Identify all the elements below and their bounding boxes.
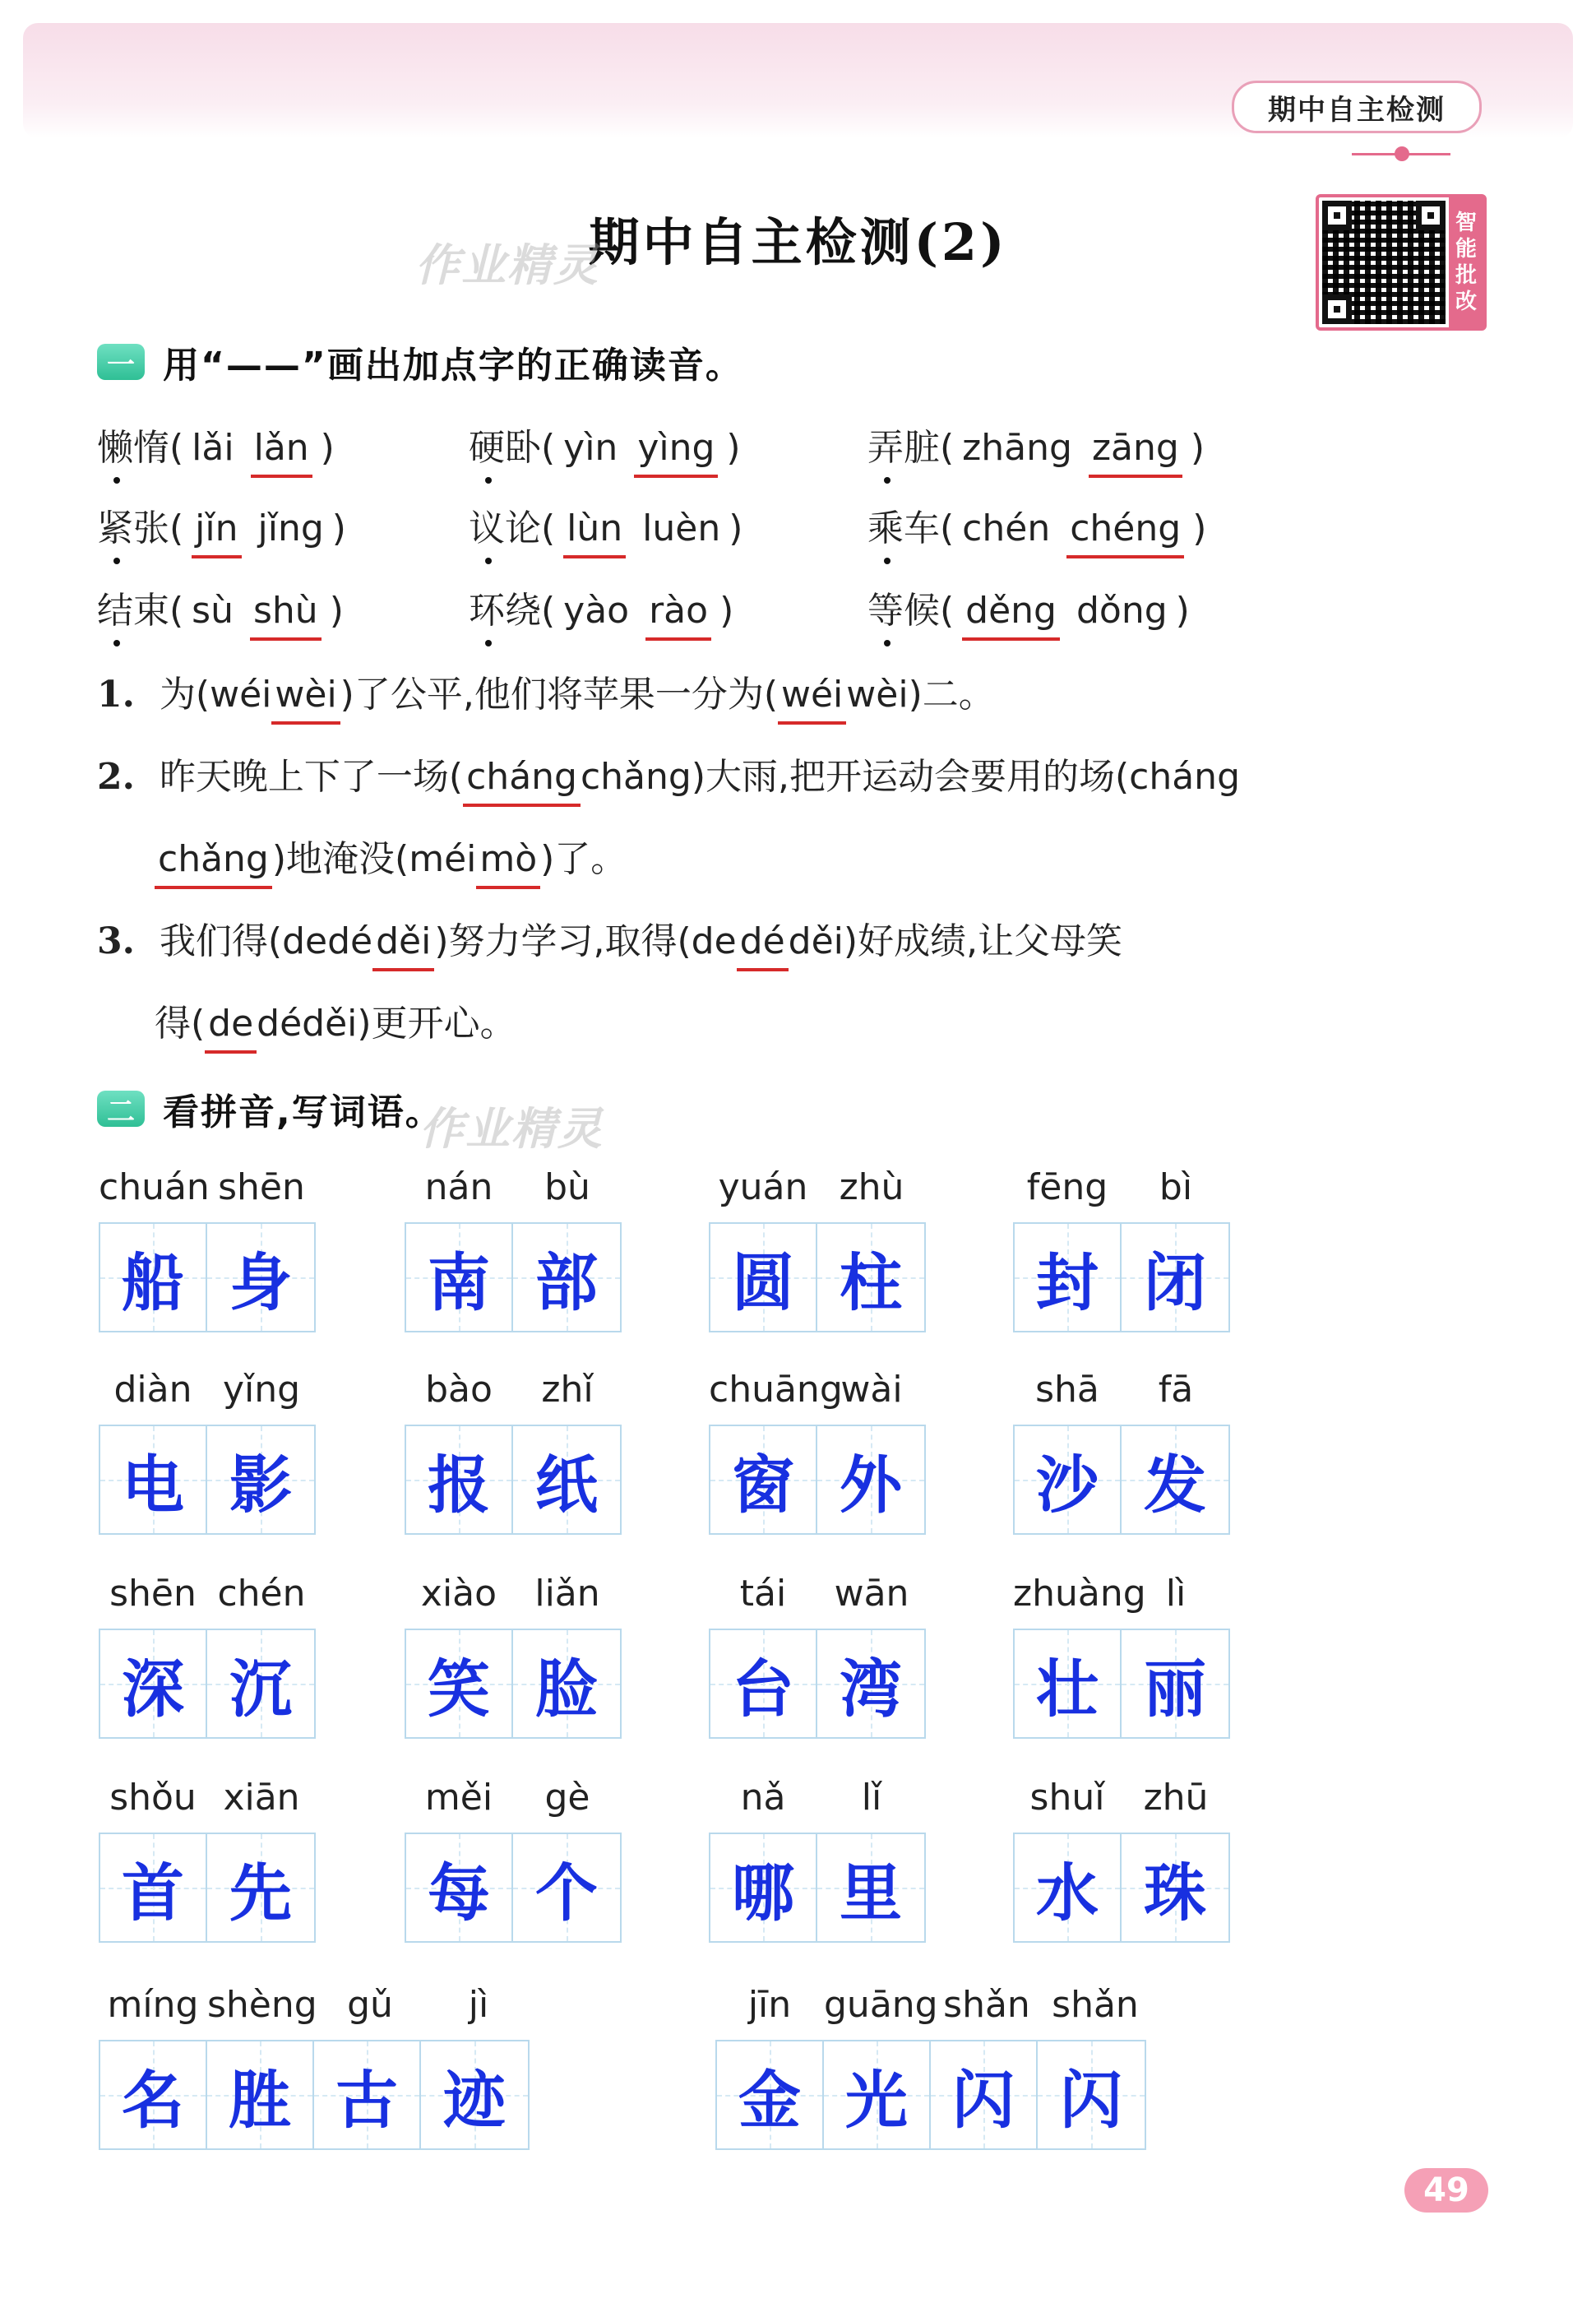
- pinyin: nán: [424, 1166, 493, 1208]
- pinyin: shǎn: [1052, 1984, 1139, 2026]
- writing-cell: [207, 2041, 314, 2148]
- pinyin: shēn: [109, 1573, 197, 1615]
- paren: ): [726, 427, 741, 469]
- pinyin-option: sù: [192, 590, 234, 632]
- answer-pinyin: chéng: [1066, 511, 1184, 558]
- reading-item: [469, 581, 733, 641]
- writing-cells: [405, 1833, 622, 1943]
- pinyin: gè: [544, 1777, 590, 1819]
- pinyin: chuán: [99, 1166, 210, 1208]
- writing-cell: [817, 1224, 924, 1331]
- word-char: 惰: [133, 427, 169, 469]
- writing-cell: [513, 1630, 620, 1737]
- pinyin-option: luèn: [642, 507, 721, 549]
- target-word: [469, 581, 541, 633]
- writing-cells: [709, 1222, 926, 1332]
- handwritten-char: 圆: [732, 1245, 794, 1319]
- answer-pinyin: mò: [476, 841, 540, 889]
- section-1-heading: [97, 336, 743, 388]
- pinyin-options: [463, 756, 692, 798]
- writing-cell: [710, 1630, 817, 1737]
- writing-cells: [405, 1629, 622, 1739]
- emphasis-dot: [884, 477, 891, 484]
- writing-cells: [99, 1629, 316, 1739]
- writing-cell: [100, 1834, 207, 1941]
- paren: (: [940, 427, 955, 469]
- word-char: 等: [867, 581, 904, 633]
- sentence-text: )二。: [908, 674, 995, 716]
- writing-cells: [709, 1629, 926, 1739]
- handwritten-char: 闪: [952, 2063, 1015, 2137]
- pinyin-option: lǎi: [192, 427, 234, 469]
- answer-pinyin: shù: [250, 593, 322, 641]
- answer-pinyin: dé: [737, 924, 789, 971]
- watermark: 作业精灵: [415, 239, 599, 291]
- target-word: [97, 498, 169, 551]
- emphasis-dot: [884, 640, 891, 646]
- handwritten-char: 部: [535, 1245, 598, 1319]
- section-title: 用“——”画出加点字的正确读音。: [163, 345, 743, 387]
- pinyin-option: de: [282, 920, 328, 962]
- writing-cell: [207, 1426, 314, 1533]
- emphasis-dot: [485, 477, 492, 484]
- handwritten-char: 湾: [840, 1652, 902, 1726]
- pinyin: chuāng: [709, 1369, 843, 1411]
- emphasis-dot: [485, 640, 492, 646]
- pinyin: zhū: [1143, 1777, 1209, 1819]
- handwritten-char: 影: [229, 1448, 292, 1522]
- pinyin: wài: [840, 1369, 903, 1411]
- handwritten-char: 个: [535, 1856, 598, 1930]
- paren: (: [541, 427, 556, 469]
- handwritten-char: 外: [840, 1448, 902, 1522]
- pinyin: bì: [1159, 1166, 1193, 1208]
- handwritten-char: 里: [840, 1856, 902, 1930]
- pinyin: shuǐ: [1029, 1777, 1105, 1819]
- page-title: 期中自主检测(2): [588, 212, 1008, 272]
- writing-cell: [100, 1426, 207, 1533]
- pinyin: bù: [544, 1166, 590, 1208]
- writing-cell: [824, 2041, 931, 2148]
- pinyin: chén: [217, 1573, 306, 1615]
- writing-cell: [710, 1834, 817, 1941]
- pinyin-option: dǒng: [1076, 590, 1168, 632]
- sentence-text: )好成绩,让父母笑: [843, 920, 1123, 962]
- reading-item: [97, 498, 346, 558]
- pinyin-options: [210, 674, 340, 716]
- writing-cells: [1013, 1629, 1230, 1739]
- pinyin: fā: [1158, 1369, 1194, 1411]
- answer-pinyin: lǎn: [251, 430, 312, 478]
- writing-cell: [406, 1834, 513, 1941]
- word-char: 候: [904, 590, 940, 632]
- sentence-text: )大雨,把开运动会要用的场(cháng: [691, 756, 1241, 798]
- writing-cell: [817, 1630, 924, 1737]
- page-number: 49: [1404, 2168, 1488, 2213]
- answer-pinyin: zāng: [1089, 430, 1182, 478]
- emphasis-dot: [485, 558, 492, 564]
- handwritten-char: 每: [428, 1856, 490, 1930]
- pinyin: gǔ: [347, 1984, 393, 2026]
- word-char: 乘: [867, 498, 904, 551]
- pinyin: shǎn: [943, 1984, 1030, 2026]
- pinyin-options: [205, 1003, 357, 1045]
- writing-cell: [717, 2041, 824, 2148]
- sentence-text: )地淹没(: [271, 838, 409, 880]
- handwritten-char: 丽: [1144, 1652, 1206, 1726]
- section-2-heading: [97, 1082, 443, 1135]
- pinyin: shǒu: [109, 1777, 197, 1819]
- paren: (: [169, 590, 184, 632]
- word-char: 弄: [867, 418, 904, 470]
- pinyin: zhù: [839, 1166, 904, 1208]
- writing-cells: [1013, 1425, 1230, 1535]
- handwritten-char: 先: [229, 1856, 292, 1930]
- handwritten-char: 闪: [1060, 2063, 1122, 2137]
- pinyin-option: zhāng: [962, 427, 1072, 469]
- writing-cell: [513, 1834, 620, 1941]
- emphasis-dot: [884, 558, 891, 564]
- writing-cell: [817, 1834, 924, 1941]
- word-char: 硬: [469, 418, 505, 470]
- pinyin: yǐng: [222, 1369, 301, 1411]
- writing-cells: [405, 1222, 622, 1332]
- pinyin-option: yào: [563, 590, 630, 632]
- pinyin: měi: [424, 1777, 493, 1819]
- sentence-text: 为(: [159, 674, 210, 716]
- writing-cell: [1015, 1224, 1122, 1331]
- writing-cells: [405, 1425, 622, 1535]
- pinyin: wān: [834, 1573, 909, 1615]
- reading-item: [469, 418, 741, 478]
- writing-cell: [406, 1426, 513, 1533]
- handwritten-char: 深: [122, 1652, 184, 1726]
- pinyin: zhǐ: [541, 1369, 594, 1411]
- writing-cell: [207, 1630, 314, 1737]
- sentence-text: )了公平,他们将苹果一分为(: [340, 674, 778, 716]
- answer-pinyin: wéi: [778, 677, 846, 725]
- writing-cell: [1122, 1426, 1228, 1533]
- handwritten-char: 脸: [535, 1652, 598, 1726]
- question-number: 2.: [97, 756, 135, 798]
- paren: ): [1192, 507, 1207, 549]
- paren: (: [169, 427, 184, 469]
- pinyin: xiān: [223, 1777, 300, 1819]
- pinyin-option: děi: [302, 1003, 358, 1045]
- pinyin: fēng: [1026, 1166, 1108, 1208]
- handwritten-char: 水: [1036, 1856, 1099, 1930]
- paren: (: [541, 507, 556, 549]
- writing-cell: [100, 1224, 207, 1331]
- target-word: [97, 581, 169, 633]
- answer-pinyin: cháng: [463, 759, 581, 807]
- pinyin-option: dé: [257, 1003, 303, 1045]
- handwritten-char: 迹: [443, 2063, 506, 2137]
- pinyin-option: děi: [788, 920, 844, 962]
- sentence-text: 得(: [155, 1003, 206, 1045]
- paren: ): [331, 507, 346, 549]
- word-char: 脏: [904, 427, 940, 469]
- handwritten-char: 首: [122, 1856, 184, 1930]
- reading-item: [97, 581, 344, 641]
- pinyin-option: méi: [409, 838, 477, 880]
- word-char: 环: [469, 581, 505, 633]
- handwritten-char: 台: [732, 1652, 794, 1726]
- answer-pinyin: jǐn: [192, 511, 241, 558]
- writing-cell: [1038, 2041, 1145, 2148]
- answer-pinyin: lùn: [563, 511, 626, 558]
- writing-cells: [715, 2040, 1146, 2150]
- paren: ): [719, 590, 734, 632]
- writing-cell: [1015, 1834, 1122, 1941]
- pinyin: shēn: [218, 1166, 305, 1208]
- handwritten-char: 电: [122, 1448, 184, 1522]
- answer-pinyin: wèi: [271, 677, 340, 725]
- sentence-text: )了。: [540, 838, 627, 880]
- writing-cell: [100, 2041, 207, 2148]
- pinyin-option: jǐng: [257, 507, 324, 549]
- pinyin: bào: [425, 1369, 493, 1411]
- word-char: 束: [133, 590, 169, 632]
- writing-cell: [710, 1426, 817, 1533]
- writing-cell: [1122, 1834, 1228, 1941]
- sentence-line: [97, 665, 995, 725]
- answer-pinyin: yìng: [634, 430, 718, 478]
- pinyin: guāng: [824, 1984, 938, 2026]
- writing-cells: [99, 1425, 316, 1535]
- emphasis-dot: [113, 477, 120, 484]
- answer-pinyin: chǎng: [155, 841, 272, 889]
- writing-cell: [1015, 1630, 1122, 1737]
- pinyin: lǐ: [861, 1777, 882, 1819]
- handwritten-char: 名: [122, 2063, 184, 2137]
- handwritten-char: 柱: [840, 1245, 902, 1319]
- writing-cell: [207, 1224, 314, 1331]
- handwritten-char: 南: [428, 1245, 490, 1319]
- target-word: [867, 581, 940, 633]
- pinyin-option: wéi: [210, 674, 272, 716]
- pinyin: shā: [1035, 1369, 1099, 1411]
- answer-pinyin: děng: [962, 593, 1060, 641]
- pinyin: míng: [107, 1984, 199, 2026]
- writing-cell: [710, 1224, 817, 1331]
- word-char: 卧: [505, 427, 541, 469]
- pinyin: liǎn: [534, 1573, 600, 1615]
- writing-cells: [709, 1425, 926, 1535]
- pinyin-option: chén: [962, 507, 1051, 549]
- qr-hanger-dot: [1395, 146, 1409, 161]
- pinyin: xiào: [420, 1573, 497, 1615]
- pinyin-option: yìn: [563, 427, 618, 469]
- sentence-line: [97, 747, 1240, 807]
- word-char: 车: [904, 507, 940, 549]
- writing-cells: [99, 1833, 316, 1943]
- writing-cell: [1122, 1224, 1228, 1331]
- writing-cell: [817, 1426, 924, 1533]
- paren: ): [1190, 427, 1205, 469]
- handwritten-char: 船: [122, 1245, 184, 1319]
- writing-cell: [513, 1224, 620, 1331]
- paren: ): [320, 427, 335, 469]
- pinyin: shèng: [207, 1984, 317, 2026]
- pinyin-option: de: [691, 920, 737, 962]
- pinyin: lì: [1165, 1573, 1187, 1615]
- reading-item: [469, 498, 742, 558]
- reading-item: [867, 498, 1206, 558]
- sentence-line: [155, 829, 627, 889]
- handwritten-char: 珠: [1144, 1856, 1206, 1930]
- answer-pinyin: rào: [645, 593, 711, 641]
- paren: (: [169, 507, 184, 549]
- paren: ): [1175, 590, 1190, 632]
- handwritten-char: 壮: [1036, 1652, 1099, 1726]
- pinyin: diàn: [113, 1369, 192, 1411]
- question-number: 3.: [97, 920, 135, 962]
- writing-cell: [314, 2041, 421, 2148]
- sentence-line: [155, 994, 516, 1054]
- answer-pinyin: děi: [372, 924, 434, 971]
- paren: (: [940, 590, 955, 632]
- pinyin: jì: [468, 1984, 489, 2026]
- handwritten-char: 胜: [229, 2063, 291, 2137]
- writing-cell: [513, 1426, 620, 1533]
- section-badge: 一: [97, 344, 145, 380]
- writing-cells: [1013, 1222, 1230, 1332]
- target-word: [469, 498, 541, 551]
- reading-item: [867, 418, 1205, 478]
- sentence-text: )努力学习,取得(: [434, 920, 692, 962]
- writing-cell: [421, 2041, 528, 2148]
- section-title: 看拼音,写词语。: [163, 1091, 443, 1133]
- sentence-text: )更开心。: [357, 1003, 516, 1045]
- writing-cells: [709, 1833, 926, 1943]
- pinyin-options: [692, 920, 844, 962]
- pinyin-options: [409, 838, 540, 880]
- handwritten-char: 发: [1144, 1448, 1206, 1522]
- pinyin: jīn: [747, 1984, 792, 2026]
- reading-item: [97, 418, 335, 478]
- section-badge: 二: [97, 1091, 145, 1127]
- pinyin: zhuàng: [1013, 1573, 1146, 1615]
- writing-cells: [1013, 1833, 1230, 1943]
- reading-item: [867, 581, 1190, 641]
- handwritten-char: 笑: [428, 1652, 490, 1726]
- writing-cells: [99, 2040, 530, 2150]
- pinyin-option: wèi: [846, 674, 909, 716]
- pinyin-option: dé: [327, 920, 373, 962]
- word-char: 懒: [97, 418, 133, 470]
- writing-cell: [931, 2041, 1038, 2148]
- sentence-line: [97, 911, 1122, 971]
- word-char: 绕: [505, 590, 541, 632]
- target-word: [469, 418, 541, 470]
- pinyin-option: chǎng: [580, 756, 692, 798]
- handwritten-char: 纸: [535, 1448, 598, 1522]
- writing-cell: [1015, 1426, 1122, 1533]
- paren: (: [940, 507, 955, 549]
- word-char: 结: [97, 581, 133, 633]
- word-char: 议: [469, 498, 505, 551]
- pinyin-options: [282, 920, 434, 962]
- pinyin: yuán: [718, 1166, 808, 1208]
- handwritten-char: 光: [845, 2063, 908, 2137]
- paren: (: [541, 590, 556, 632]
- target-word: [867, 418, 940, 470]
- handwritten-char: 金: [738, 2063, 801, 2137]
- handwritten-char: 闭: [1144, 1245, 1206, 1319]
- word-char: 论: [505, 507, 541, 549]
- question-number: 1.: [97, 674, 135, 716]
- paren: ): [729, 507, 743, 549]
- sentence-text: 昨天晚上下了一场(: [159, 756, 464, 798]
- writing-cell: [406, 1224, 513, 1331]
- paren: ): [329, 590, 344, 632]
- handwritten-char: 身: [229, 1245, 292, 1319]
- word-char: 张: [133, 507, 169, 549]
- target-word: [97, 418, 169, 470]
- handwritten-char: 沉: [229, 1652, 292, 1726]
- writing-cells: [99, 1222, 316, 1332]
- word-char: 紧: [97, 498, 133, 551]
- writing-cell: [1122, 1630, 1228, 1737]
- target-word: [867, 498, 940, 551]
- handwritten-char: 封: [1036, 1245, 1099, 1319]
- writing-cell: [100, 1630, 207, 1737]
- sentence-text: 我们得(: [159, 920, 283, 962]
- handwritten-char: 窗: [732, 1448, 794, 1522]
- pinyin: tái: [739, 1573, 787, 1615]
- pinyin-options: [778, 674, 909, 716]
- handwritten-char: 哪: [732, 1856, 794, 1930]
- writing-cell: [207, 1834, 314, 1941]
- handwritten-char: 古: [335, 2063, 398, 2137]
- pinyin: nǎ: [740, 1777, 786, 1819]
- header-tag: 期中自主检测: [1232, 81, 1482, 133]
- emphasis-dot: [113, 558, 120, 564]
- handwritten-char: 报: [428, 1448, 490, 1522]
- qr-label: 智 能 批 改: [1449, 197, 1483, 327]
- writing-cell: [406, 1630, 513, 1737]
- answer-pinyin: de: [205, 1006, 257, 1054]
- watermark: 作业精灵: [419, 1103, 604, 1155]
- handwritten-char: 沙: [1036, 1448, 1099, 1522]
- emphasis-dot: [113, 640, 120, 646]
